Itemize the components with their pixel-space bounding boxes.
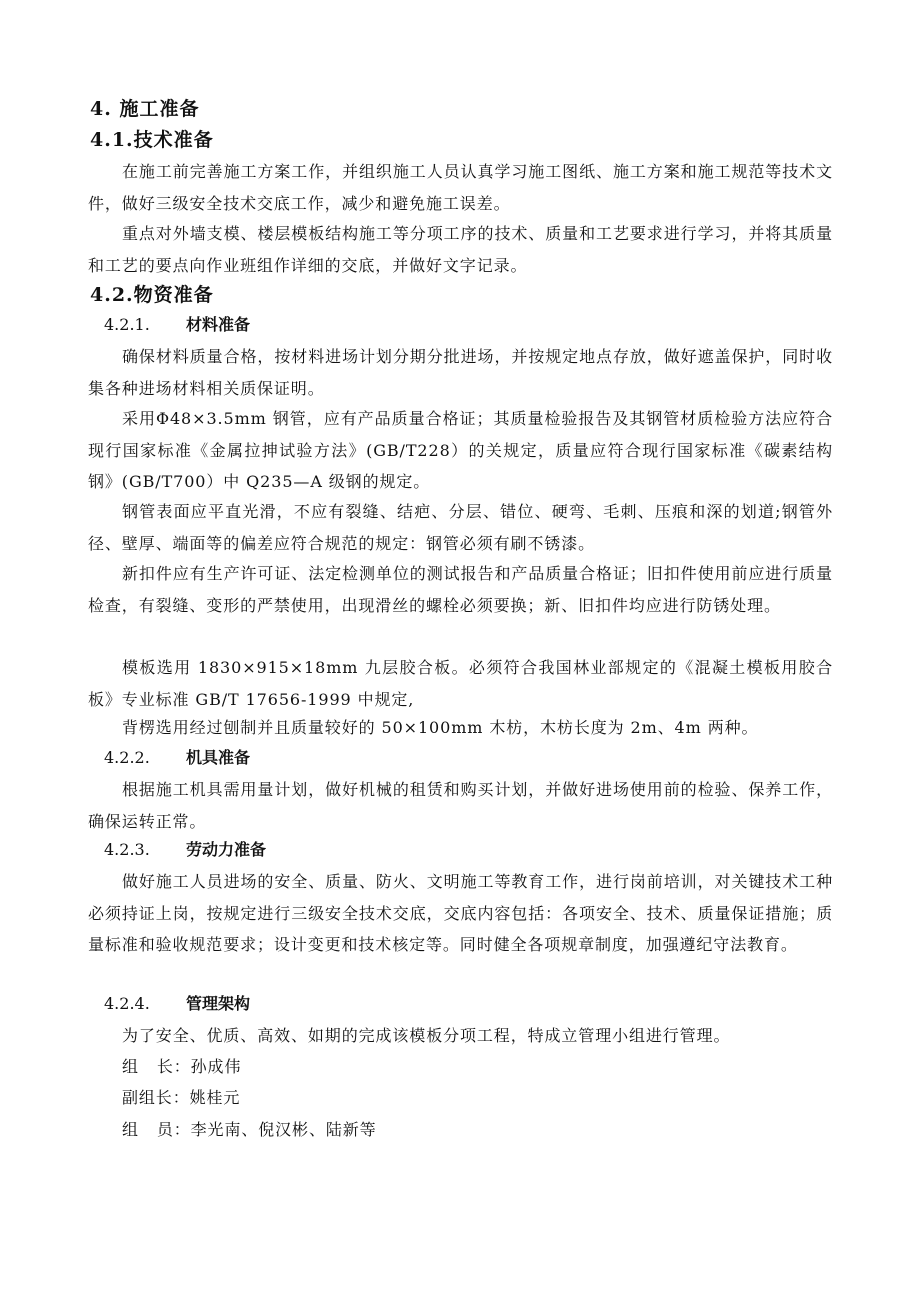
material-paragraph-3: 钢管表面应平直光滑，不应有裂缝、结疤、分层、错位、硬弯、毛刺、压痕和深的划道;钢管外径、壁厚、端面等的偏差应符合规范的规定：钢管必须有刷不锈漆。 (88, 502, 833, 553)
section-number: 4.2.2. (104, 748, 150, 767)
section-4-2-heading: 4.2.物资准备 (90, 284, 214, 306)
section-4-heading: 4. 施工准备 (90, 98, 200, 120)
team-leader-line: 组 长：孙成伟 (122, 1057, 242, 1076)
section-4-2-3-heading (104, 838, 266, 862)
section-title: 材料准备 (186, 315, 251, 334)
section-4-2-2-heading (104, 746, 250, 770)
section-number: 4.2.4. (104, 994, 150, 1013)
material-paragraph-5: 模板选用 1830×915×18mm 九层胶合板。必须符合我国林业部规定的《混凝土模板用胶合板》专业标准 GB/T 17656-1999 中规定, (88, 658, 833, 709)
section-title: 管理架构 (186, 994, 251, 1013)
team-members-line: 组 员：李光南、倪汉彬、陆新等 (122, 1120, 377, 1139)
section-title: 劳动力准备 (186, 840, 267, 859)
section-number: 4.2.1. (104, 315, 150, 334)
section-number: 4.2.3. (104, 840, 150, 859)
section-4-1-heading: 4.1.技术准备 (90, 129, 214, 151)
deputy-leader-line: 副组长：姚桂元 (122, 1088, 241, 1107)
tech-prep-paragraph-1: 在施工前完善施工方案工作，并组织施工人员认真学习施工图纸、施工方案和施工规范等技术文件，做好三级安全技术交底工作，减少和避免施工误差。 (88, 162, 833, 213)
management-intro: 为了安全、优质、高效、如期的完成该模板分项工程，特成立管理小组进行管理。 (122, 1026, 731, 1045)
labor-paragraph: 做好施工人员进场的安全、质量、防火、文明施工等教育工作，进行岗前培训，对关键技术工种必须持证上岗，按规定进行三级安全技术交底，交底内容包括：各项安全、技术、质量保证措施；质量标准和验收规范要求；设计变更和技术核定等。同时健全各项规章制度，加强遵纪守法教育。 (88, 872, 833, 954)
tech-prep-paragraph-2: 重点对外墙支模、楼层模板结构施工等分项工序的技术、质量和工艺要求进行学习，并将其质量和工艺的要点向作业班组作详细的交底，并做好文字记录。 (88, 224, 833, 275)
section-4-2-1-heading (104, 313, 250, 337)
material-paragraph-6: 背楞选用经过刨制并且质量较好的 50×100mm 木枋，木枋长度为 2m、4m 两种。 (122, 718, 759, 737)
material-paragraph-4: 新扣件应有生产许可证、法定检测单位的测试报告和产品质量合格证；旧扣件使用前应进行质量检查，有裂缝、变形的严禁使用，出现滑丝的螺栓必须要换；新、旧扣件均应进行防锈处理。 (88, 564, 833, 615)
material-paragraph-2: 采用Φ48×3.5mm 钢管，应有产品质量合格证；其质量检验报告及其钢管材质检验方法应符合现行国家标准《金属拉抻试验方法》(GB/T228）的关规定，质量应符合现行国家标准《碳素结构钢》(GB/T700）中 Q235—A 级钢的规定。 (88, 409, 833, 491)
section-4-2-4-heading (104, 992, 250, 1016)
section-title: 机具准备 (186, 748, 251, 767)
material-paragraph-1: 确保材料质量合格，按材料进场计划分期分批进场，并按规定地点存放，做好遮盖保护，同时收集各种进场材料相关质保证明。 (88, 347, 833, 398)
equipment-paragraph: 根据施工机具需用量计划，做好机械的租赁和购买计划，并做好进场使用前的检验、保养工作，确保运转正常。 (88, 780, 833, 831)
